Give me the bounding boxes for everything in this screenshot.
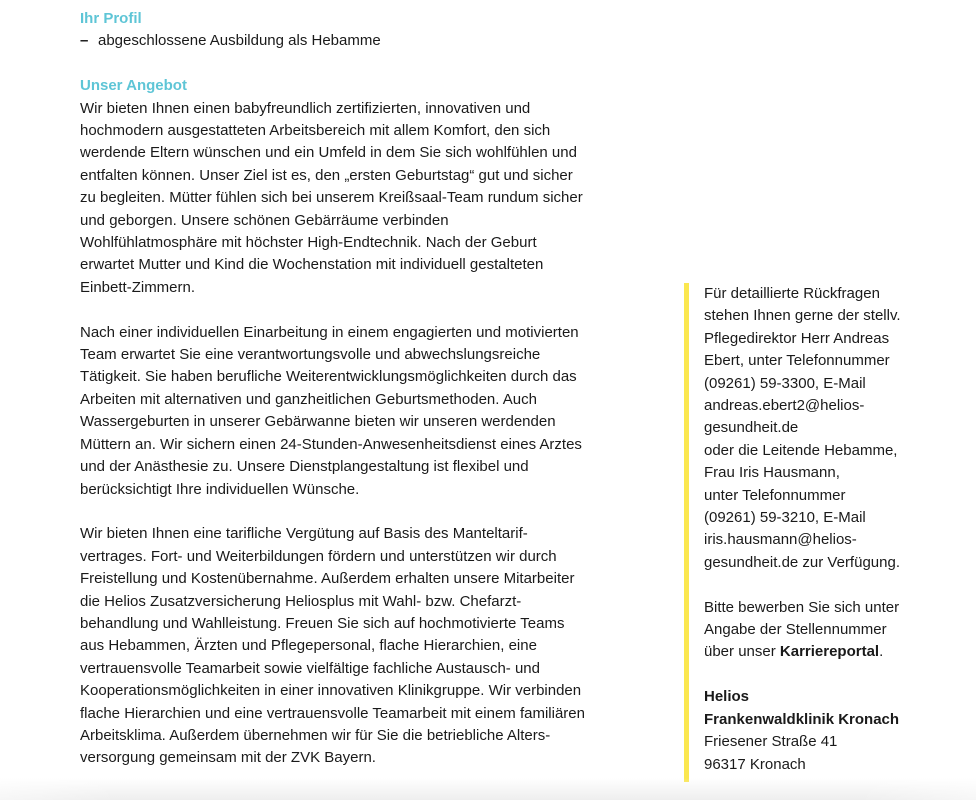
contact-sidebar <box>684 283 944 782</box>
text-line: Arbeiten mit alternativen und ganzheitlichen Geburtsmethoden. Auch <box>80 390 537 408</box>
text-line: Arbeitsklima. Außerdem übernehmen wir für Sie die betriebliche Alters- <box>80 726 551 744</box>
text-line: Kooperationsmöglichkeiten in einer innovativen Klinikgruppe. Wir verbinden <box>80 682 582 700</box>
text-line: hochmodern ausgestatteten Arbeitsbereich mit allem Komfort, den sich <box>80 122 551 140</box>
text-line: Team erwartet Sie eine verantwortungsvolle und abwechslungsreiche <box>80 346 541 364</box>
text-line: Müttern an. Wir sichern einen 24-Stunden-Anwesenheitsdienst eines Arztes <box>80 435 582 453</box>
text-line: Ebert, unter Telefonnummer <box>704 352 890 370</box>
list-item-text: abgeschlossene Ausbildung als Hebamme <box>98 32 381 50</box>
text-line: Angabe der Stellennummer <box>704 621 887 639</box>
text-line: und geborgen. Unsere schönen Gebärräume verbinden <box>80 211 449 229</box>
text-line: Wassergeburten in unserer Gebärwanne bieten wir unseren werdenden <box>80 413 556 431</box>
text-line: stehen Ihnen gerne der stellv. <box>704 307 901 325</box>
text-line: Wir bieten Ihnen eine tarifliche Vergütung auf Basis des Manteltarif- <box>80 525 528 543</box>
text-line: Bitte bewerben Sie sich unter <box>704 598 900 616</box>
text-line: behandlung und Wahlleistung. Freuen Sie sich auf hochmotivierte Teams <box>80 614 565 632</box>
karriereportal-link[interactable]: Karriereportal <box>779 643 880 661</box>
text-line: Einbett-Zimmern. <box>80 278 196 296</box>
contact-info <box>704 283 944 574</box>
clinic-address <box>704 686 944 776</box>
phone-number: (09261) 59-3300, E-Mail <box>704 374 866 392</box>
text-line: oder die Leitende Hebamme, <box>704 441 898 459</box>
offer-paragraph-2 <box>80 322 640 501</box>
text-line: werdende Eltern wünschen und ein Umfeld in dem Sie sich wohlfühlen und <box>80 144 577 162</box>
email-address[interactable]: iris.hausmann@helios- <box>704 531 857 549</box>
offer-paragraph-1 <box>80 98 640 300</box>
street-address: Friesener Straße 41 <box>704 733 838 751</box>
text-line: erwartet Mutter und Kind die Wochenstation mit individuell gestalteten <box>80 256 544 274</box>
text-line: Tätigkeit. Sie haben berufliche Weiterentwicklungsmöglichkeiten durch das <box>80 368 577 386</box>
profile-heading: Ihr Profil <box>80 10 142 27</box>
job-description <box>80 8 640 770</box>
offer-heading: Unser Angebot <box>80 77 187 95</box>
text-line: entfalten können. Unser Ziel ist es, den „ersten Geburtstag“ gut und sicher <box>80 166 573 184</box>
text-line: zu begleiten. Mütter fühlen sich bei unserem Kreißsaal-Team rundum sicher <box>80 189 583 207</box>
text-line: und der Anästhesie zu. Unsere Dienstplangestaltung ist flexibel und <box>80 458 529 476</box>
text-line: Wohlfühlatmosphäre mit höchster High-Endtechnik. Nach der Geburt <box>80 234 537 252</box>
text-line: flache Hierarchien und eine vertrauensvolle Teamarbeit mit einem familiären <box>80 704 585 722</box>
apply-info <box>704 597 944 664</box>
clinic-name: Helios <box>704 688 750 706</box>
profile-list <box>80 30 640 52</box>
text-line: berücksichtigt Ihre individuellen Wünsche. <box>80 480 360 498</box>
text-line: Pflegedirektor Herr Andreas <box>704 329 890 347</box>
phone-number: (09261) 59-3210, E-Mail <box>704 509 866 527</box>
text-line: . <box>879 643 884 661</box>
city-address: 96317 Kronach <box>704 755 806 773</box>
text-line: unter Telefonnummer <box>704 486 846 504</box>
text-line: vertrauensvolle Teamarbeit sowie vielfältige fachliche Austausch- und <box>80 659 540 677</box>
text-line: Für detaillierte Rückfragen <box>704 285 880 302</box>
text-line: über unser <box>704 643 780 661</box>
text-line: aus Hebammen, Ärzten und Pflegepersonal, flache Hierarchien, eine <box>80 637 537 655</box>
text-line: versorgung gemeinsam mit der ZVK Bayern. <box>80 749 376 767</box>
text-line: Wir bieten Ihnen einen babyfreundlich zertifizierten, innovativen und <box>80 99 531 117</box>
text-line: Nach einer individuellen Einarbeitung in einem engagierten und motivierten <box>80 323 579 341</box>
offer-paragraph-3 <box>80 523 640 769</box>
email-address[interactable]: andreas.ebert2@helios- <box>704 397 865 415</box>
email-address[interactable]: gesundheit.de <box>704 419 799 437</box>
email-address[interactable]: gesundheit.de zur Verfügung. <box>704 553 900 571</box>
text-line: Frau Iris Hausmann, <box>704 464 840 482</box>
list-item <box>80 30 640 52</box>
text-line: die Helios Zusatzversicherung Heliosplus mit Wahl- bzw. Chefarzt- <box>80 592 522 610</box>
dash-bullet-icon: – <box>80 32 89 50</box>
text-line: Freistellung und Kostenübernahme. Außerdem erhalten unsere Mitarbeiter <box>80 570 575 588</box>
text-line: vertrages. Fort- und Weiterbildungen fördern und unterstützen wir durch <box>80 547 557 565</box>
clinic-name: Frankenwaldklinik Kronach <box>704 710 900 728</box>
